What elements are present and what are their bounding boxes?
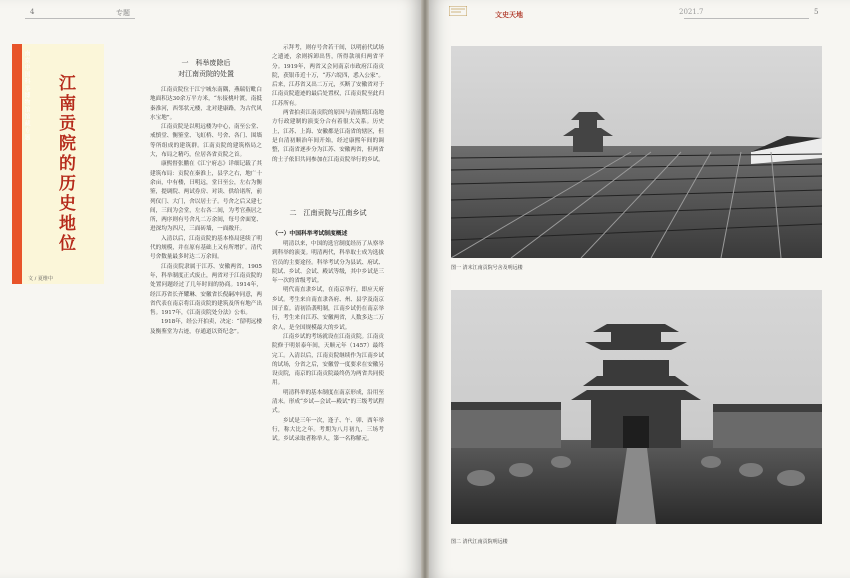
paragraph: 明清科举的基本制度在南京形成，沿用至清末。形成“乡试—会试—殿试”的三级考试程式。 [272, 389, 384, 415]
article-title-panel [12, 44, 104, 284]
paragraph: 入清以后，江南贡院的基本格局延续了明代的规模，并在原有基础上又有所增扩。清代号舍数量最多时达二万余间。 [150, 235, 262, 261]
page-number-left: 4 [30, 8, 35, 16]
paragraph: 明清以来，中国的选官制度经历了从察举到科举的演变。明清两代，科举取士成为选拔官员的主要途径。科举考试分为县试、府试、院试、乡试、会试、殿试等级，其中乡试是三年一次的省级考试。 [272, 241, 384, 285]
magazine-title: 文史天地 [495, 10, 523, 19]
left-page [0, 0, 421, 578]
paragraph: 示拜考，则存号舍若干间，以明前代试场之遗迹，余则拆卸出售，所得款项归两省平分。1919年，两省又会同南京市政府江南贡院，获银币近十万，“苏六皖四，悉入公家”。后来，江苏省又出二万元，买断了安徽省对于江南贡院遗迹的最后处置权，江南贡院至此归江苏所有。 [272, 45, 384, 107]
text-column-2-bottom [272, 240, 384, 572]
subsection-heading: （一）中国科举考试制度概述 [272, 231, 348, 237]
right-page [429, 0, 850, 578]
section-label: 专题 [116, 9, 130, 17]
paragraph: 江南贡院位于江宁城东南隅，燕瑞衍毗白地面积达30余万平方米，“东接桃叶渡，南抵秦淮河，西邻状元楼，北对建康路，为古代风水宝地”。 [150, 87, 262, 121]
text-column-2-top [272, 44, 384, 204]
paragraph: 江南贡院是以明远楼为中心，南至公堂、戒慎堂、衡鉴堂、飞虹桥、号舍、各门、围墙等所组成的建筑群。江南贡院的建筑格局之大，布局之精巧，位居各省贡院之首。 [150, 124, 262, 159]
paragraph: 明代南直隶乡试，在南京举行，即应天府乡试。考生来自南直隶各府、州、县学及南京国子监。清初沿袭明制，江南乡试仍在南京举行，考生来自江苏、安徽两省，人数多达二万余人，是全国规模最大的乡试。 [272, 287, 384, 331]
paragraph: 江南贡院隶属于江苏、安徽两省，1905年，科举制度正式废止，两省对于江南贡院的处置问题经过了几年时间的协商。1914年，经江苏省长齐耀琳、安徽省长倪嗣冲同意，两省代表在南京将江南贡院的建筑及所有地产出售。1917年，《江南贡院处分法》公布。 [150, 263, 262, 317]
article-title: 江南贡院的历史地位 [55, 74, 75, 254]
paragraph: 康熙督张鹏在《江宁府志》详细记载了其建筑布局：贡院在秦淮上，县学之右，地广十余亩，中有楼，曰明远，堂曰至公，左右为衡鉴，提调院、两试券房、对读、供给诸所，前列仪门、大门，舍以居士子。号舍之后又建七间，三间为会堂，左右各二间，为考官燕居之所，两序则有号舍凡二万余间，每号舍面宽、进深均为四尺，三面砖墙，一面敞开。 [150, 161, 262, 233]
paragraph: 两省拍卖江南贡院的原因与清前期江南地方行政建制的演变分合有着很大关系。历史上，江苏、上海、安徽都是江南省的辖区，但是自清初顺治年间开始，经过康熙年间的调整，江南省逐步分为江苏、安徽两省，但两省的士子依旧共同参加在江南贡院举行的乡试。 [272, 110, 384, 163]
paragraph: 1918年，经公开拍卖，决定：“留明远楼及衡鉴堂为古迹，存通道以资纪念”。 [150, 319, 262, 335]
series-label: 南京中国科举博物馆馆藏专题 [23, 50, 30, 141]
section-heading-2: 二 江南贡院与江南乡试 [289, 209, 367, 217]
masthead-logo [449, 6, 467, 18]
heading-1-line1: 一 科举废除后 [181, 59, 231, 67]
author-byline: 文 / 夏维中 [28, 276, 53, 282]
text-column-1 [150, 86, 262, 572]
tower-photo-illustration [451, 290, 822, 524]
heading-1-line2: 对江南贡院的处置 [178, 70, 234, 78]
header-rule [684, 18, 809, 19]
photo-caption-2: 图二 清代江南贡院明远楼 [451, 539, 508, 545]
historic-photo-tower [451, 290, 822, 524]
page-number-right: 5 [814, 8, 819, 16]
paragraph: 江南乡试的考场就设在江南贡院。江南贡院修于明景泰年间，天顺元年（1457）最终完工。入清以后，江南贡院继续作为江南乡试的试场，分省之后，安徽曾一度要求在安徽另设贡院，南京的江南贡院最终仍为两省共同使用。 [272, 333, 384, 387]
paragraph: 乡试是三年一次，逢子、午、卯、酉年举行，称大比之年。考期为八月初九，三场考试。乡试录取者称举人，第一名称解元。 [272, 417, 384, 443]
book-gutter [421, 0, 429, 578]
header-rule [25, 18, 135, 19]
photo-caption-1: 图一 清末江南贡院号舍及明远楼 [451, 265, 523, 271]
exam-cells-photo-illustration [451, 46, 822, 258]
historic-photo-exam-cells [451, 46, 822, 258]
section-heading-1 [150, 58, 262, 80]
issue-number: 2021.7 [679, 8, 704, 16]
